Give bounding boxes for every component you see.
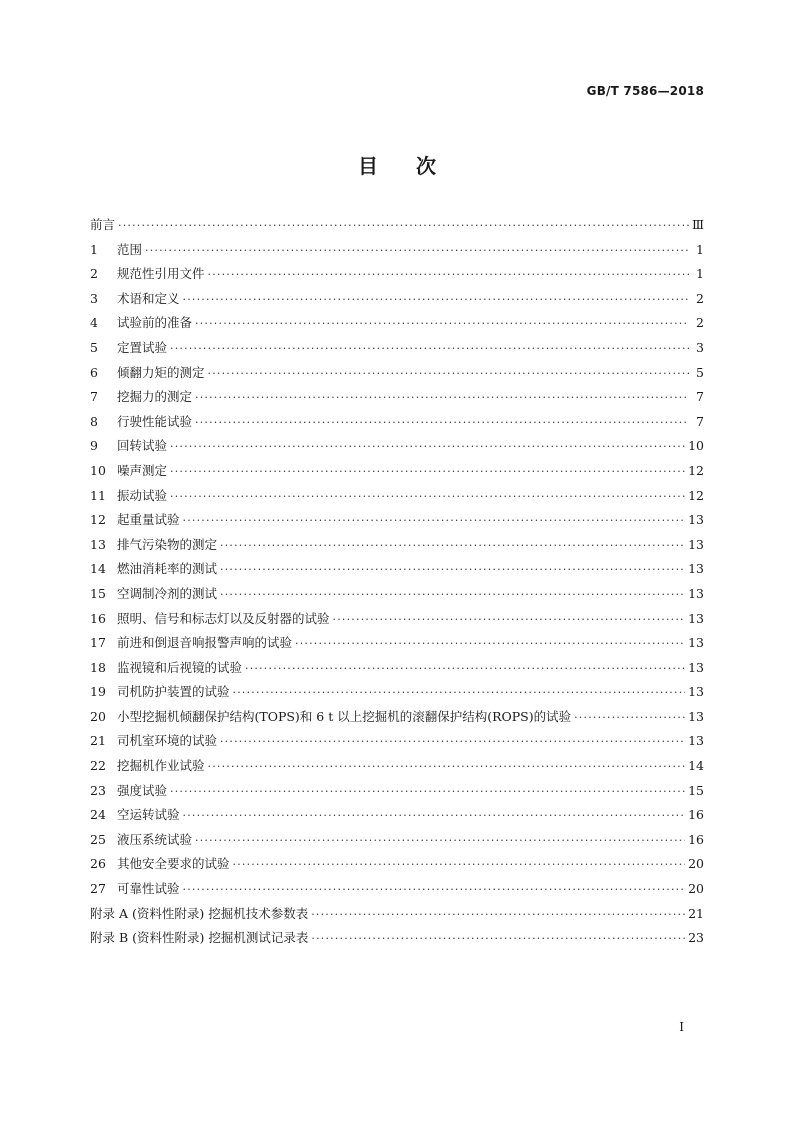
toc-entry-label (90, 682, 230, 700)
page-title (0, 150, 794, 179)
toc-entry-title: 规范性引用文件 (117, 266, 205, 282)
toc-entry-page: 20 (688, 881, 704, 897)
toc-entry[interactable] (90, 264, 704, 289)
toc-entry-number: 4 (90, 315, 98, 331)
toc-entry-title: 附录 A (资料性附录) 挖掘机技术参数表 (90, 905, 309, 921)
toc-entry-page: 7 (696, 389, 704, 405)
toc-dot-leader (170, 440, 685, 453)
toc-dot-leader (574, 711, 685, 724)
toc-entry-label (90, 904, 308, 922)
toc-dot-leader (170, 342, 689, 355)
toc-dot-leader (183, 883, 686, 896)
toc-entry-page: 13 (688, 708, 704, 724)
toc-entry[interactable] (90, 584, 704, 609)
toc-entry-number: 18 (90, 659, 106, 675)
toc-entry-title: 空调制冷剂的测试 (117, 585, 218, 601)
toc-entry[interactable] (90, 904, 704, 929)
toc-entry-title: 排气污染物的测定 (117, 536, 218, 552)
toc-entry-title: 起重量试验 (117, 512, 180, 528)
toc-entry-title: 空运转试验 (117, 807, 180, 823)
toc-entry-number: 20 (90, 708, 106, 724)
toc-entry-label (90, 215, 115, 233)
toc-entry[interactable] (90, 313, 704, 338)
toc-entry-number: 8 (90, 413, 98, 429)
toc-entry-number: 24 (90, 807, 106, 823)
toc-entry-title: 前进和倒退音响报警声响的试验 (117, 635, 293, 651)
toc-entry-title: 噪声测定 (117, 462, 168, 478)
toc-entry-label (90, 535, 217, 553)
toc-entry-page: Ⅲ (691, 217, 704, 232)
toc-entry-title: 回转试验 (117, 438, 168, 454)
toc-entry-page: 21 (688, 905, 704, 921)
toc-entry-page: 13 (688, 684, 704, 700)
toc-entry[interactable] (90, 338, 704, 363)
toc-entry[interactable] (90, 682, 704, 707)
toc-entry[interactable] (90, 510, 704, 535)
toc-entry-title: 可靠性试验 (117, 881, 180, 897)
page-number: I (679, 1020, 684, 1034)
toc-entry-title: 小型挖掘机倾翻保护结构(TOPS)和 6 t 以上挖掘机的滚翻保护结构(ROPS)的试验 (117, 708, 572, 724)
toc-entry-number: 12 (90, 512, 106, 528)
toc-entry-label (90, 609, 330, 627)
toc-dot-leader (220, 588, 685, 601)
toc-entry-page: 12 (688, 462, 704, 478)
toc-entry-title: 术语和定义 (117, 290, 180, 306)
toc-entry[interactable] (90, 854, 704, 879)
toc-entry-label (90, 830, 192, 848)
toc-entry-number: 15 (90, 585, 106, 601)
toc-entry-page: 16 (688, 831, 704, 847)
toc-entry-title: 试验前的准备 (117, 315, 193, 331)
toc-entry[interactable] (90, 633, 704, 658)
toc-entry-page: 5 (696, 364, 704, 380)
toc-entry-page: 13 (688, 512, 704, 528)
toc-entry[interactable] (90, 781, 704, 806)
toc-dot-leader (220, 735, 685, 748)
toc-entry-number: 17 (90, 635, 106, 651)
toc-dot-leader (220, 539, 685, 552)
toc-dot-leader (145, 244, 689, 257)
toc-entry-title: 行驶性能试验 (117, 413, 193, 429)
toc-entry-label (90, 559, 217, 577)
toc-entry-label (90, 264, 205, 282)
toc-entry-number: 2 (90, 266, 98, 282)
toc-entry-label (90, 363, 205, 381)
toc-dot-leader (245, 662, 685, 675)
toc-entry-label (90, 584, 217, 602)
toc-entry-page: 1 (696, 266, 704, 282)
toc-entry-title: 照明、信号和标志灯以及反射器的试验 (117, 610, 330, 626)
toc-entry-number: 10 (90, 462, 106, 478)
toc-dot-leader (295, 637, 685, 650)
toc-entry-label (90, 240, 142, 258)
toc-entry[interactable] (90, 879, 704, 904)
toc-entry[interactable] (90, 436, 704, 461)
toc-entry-number: 9 (90, 438, 98, 454)
toc-dot-leader (195, 391, 689, 404)
toc-entry-page: 13 (688, 635, 704, 651)
toc-entry-title: 定置试验 (117, 339, 168, 355)
toc-entry-page: 2 (696, 290, 704, 306)
toc-dot-leader (311, 932, 685, 945)
toc-entry-number: 7 (90, 389, 98, 405)
toc-entry-title: 液压系统试验 (117, 831, 193, 847)
toc-entry-label (90, 486, 167, 504)
toc-entry[interactable] (90, 289, 704, 314)
toc-dot-leader (333, 613, 686, 626)
toc-entry-page: 13 (688, 610, 704, 626)
toc-entry[interactable] (90, 805, 704, 830)
toc-entry-title: 其他安全要求的试验 (117, 856, 230, 872)
toc-entry-page: 3 (696, 339, 704, 355)
toc-entry-page: 13 (688, 561, 704, 577)
toc-dot-leader (183, 514, 686, 527)
toc-entry-number: 16 (90, 610, 106, 626)
toc-dot-leader (183, 809, 686, 822)
toc-entry[interactable] (90, 707, 704, 732)
toc-entry-title: 强度试验 (117, 782, 168, 798)
toc-entry-label (90, 854, 230, 872)
toc-dot-leader (220, 563, 685, 576)
toc-entry-title: 监视镜和后视镜的试验 (117, 659, 243, 675)
toc-entry[interactable] (90, 756, 704, 781)
title-part-2: 次 (416, 154, 436, 178)
toc-entry-number: 14 (90, 561, 106, 577)
toc-entry-page: 20 (688, 856, 704, 872)
toc-entry-page: 12 (688, 487, 704, 503)
toc-entry-page: 1 (696, 241, 704, 257)
toc-dot-leader (208, 760, 686, 773)
toc-entry-number: 13 (90, 536, 106, 552)
toc-entry-page: 2 (696, 315, 704, 331)
toc-entry-number: 3 (90, 290, 98, 306)
toc-entry-page: 16 (688, 807, 704, 823)
toc-entry-number: 1 (90, 241, 98, 257)
toc-entry-number: 19 (90, 684, 106, 700)
toc-entry-number: 23 (90, 782, 106, 798)
toc-entry-title: 燃油消耗率的测试 (117, 561, 218, 577)
toc-entry-title: 司机防护装置的试验 (117, 684, 230, 700)
toc-entry-page: 7 (696, 413, 704, 429)
toc-entry[interactable] (90, 535, 704, 560)
toc-entry-page: 14 (688, 758, 704, 774)
toc-entry-label (90, 436, 167, 454)
toc-entry-title: 挖掘力的测定 (117, 389, 193, 405)
toc-entry-number: 27 (90, 881, 106, 897)
toc-entry-label (90, 928, 308, 946)
toc-dot-leader (233, 686, 686, 699)
toc-entry[interactable] (90, 461, 704, 486)
toc-entry-page: 13 (688, 733, 704, 749)
toc-entry-label (90, 510, 180, 528)
toc-entry[interactable] (90, 240, 704, 265)
toc-entry-label (90, 461, 167, 479)
toc-entry-label (90, 633, 292, 651)
toc-dot-leader (170, 785, 685, 798)
toc-entry-label (90, 879, 180, 897)
toc-entry[interactable] (90, 731, 704, 756)
toc-entry-page: 10 (688, 438, 704, 454)
toc-entry-page: 23 (688, 930, 704, 946)
toc-entry-label (90, 338, 167, 356)
toc-entry-label (90, 756, 205, 774)
toc-entry-number: 5 (90, 339, 98, 355)
toc-entry-title: 倾翻力矩的测定 (117, 364, 205, 380)
toc-entry-label (90, 313, 192, 331)
toc-entry-page: 13 (688, 536, 704, 552)
toc-entry-page: 15 (688, 782, 704, 798)
toc-entry-title: 附录 B (资料性附录) 挖掘机测试记录表 (90, 930, 309, 946)
toc-dot-leader (311, 908, 685, 921)
toc-dot-leader (208, 367, 689, 380)
toc-dot-leader (195, 416, 689, 429)
toc-entry[interactable] (90, 830, 704, 855)
toc-entry-label (90, 731, 217, 749)
toc-entry-title: 司机室环境的试验 (117, 733, 218, 749)
toc-entry[interactable] (90, 928, 704, 953)
toc-entry-page: 13 (688, 585, 704, 601)
toc-entry-number: 26 (90, 856, 106, 872)
toc-entry-number: 21 (90, 733, 106, 749)
toc-dot-leader (170, 490, 685, 503)
toc-entry[interactable] (90, 215, 704, 240)
toc-entry[interactable] (90, 559, 704, 584)
toc-entry-label (90, 658, 242, 676)
toc-entry-title: 前言 (90, 217, 116, 232)
table-of-contents (90, 215, 704, 953)
toc-dot-leader (208, 268, 689, 281)
toc-entry-title: 振动试验 (117, 487, 168, 503)
toc-entry[interactable] (90, 387, 704, 412)
toc-entry-label (90, 412, 192, 430)
toc-dot-leader (195, 834, 685, 847)
toc-dot-leader (233, 858, 686, 871)
toc-entry-number: 6 (90, 364, 98, 380)
toc-entry-page: 13 (688, 659, 704, 675)
toc-entry-title: 范围 (117, 241, 143, 257)
toc-dot-leader (195, 317, 689, 330)
toc-entry-number: 25 (90, 831, 106, 847)
toc-entry-label (90, 707, 571, 725)
toc-entry[interactable] (90, 412, 704, 437)
toc-dot-leader (170, 465, 685, 478)
standard-code: GB/T 7586—2018 (586, 84, 704, 98)
toc-entry-title: 挖掘机作业试验 (117, 758, 205, 774)
toc-entry-label (90, 387, 192, 405)
title-part-1: 目 (358, 154, 378, 178)
toc-entry-label (90, 781, 167, 799)
toc-entry[interactable] (90, 486, 704, 511)
toc-entry-number: 22 (90, 758, 106, 774)
toc-dot-leader (183, 293, 689, 306)
toc-entry-label (90, 805, 180, 823)
toc-entry-number: 11 (90, 487, 106, 503)
toc-entry[interactable] (90, 658, 704, 683)
toc-entry[interactable] (90, 609, 704, 634)
toc-entry[interactable] (90, 363, 704, 388)
toc-entry-label (90, 289, 180, 307)
toc-dot-leader (118, 219, 689, 232)
